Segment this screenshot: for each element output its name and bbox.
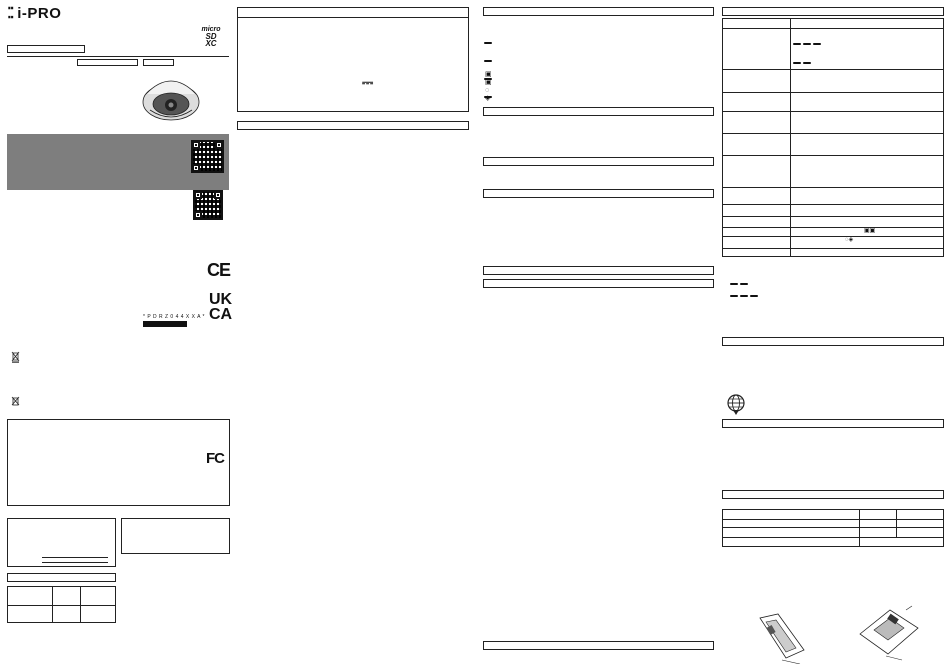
col1-table-row-rule <box>7 605 116 606</box>
spec-row-rule <box>722 216 944 217</box>
symbol-icon-w: ▣ <box>485 71 492 78</box>
spec-row-rule <box>722 111 944 112</box>
small-table-divider-1 <box>859 509 860 547</box>
col4-pill-row-2 <box>793 51 813 69</box>
symbol-icon-shield: ◈ <box>485 95 491 102</box>
ukca-line1: UK <box>209 291 233 308</box>
logo-dots: ⁚⁚ <box>7 5 13 22</box>
small-table-divider-2 <box>896 509 897 537</box>
col2-section-header <box>237 121 469 130</box>
fcc-notice-box <box>7 419 230 506</box>
spec-row-rule <box>722 92 944 93</box>
info-box-right <box>121 518 230 554</box>
weee-bin-icon <box>11 351 20 363</box>
col3-header-4 <box>483 189 714 198</box>
qr-code-2 <box>193 190 223 220</box>
symbol-icon-ring: ◌ <box>485 87 490 94</box>
dome-camera-illustration <box>138 72 204 124</box>
logo-text: i-PRO <box>17 5 62 22</box>
col3-header-5 <box>483 266 714 275</box>
ukca-line2: CA <box>209 306 233 323</box>
microsd-line2: SD <box>205 32 217 41</box>
col2-top-box <box>237 7 469 112</box>
spec-row-rule <box>722 69 944 70</box>
col3-header-6 <box>483 279 714 288</box>
spec-row-rule <box>722 236 944 237</box>
col4-header-3 <box>722 419 944 428</box>
symbol-icons-inline-2: ▣▣ <box>864 228 876 234</box>
model-pill <box>484 60 492 62</box>
col4-pill-bottom-2 <box>730 284 760 302</box>
spec-row-rule <box>722 133 944 134</box>
model-pill <box>740 295 748 297</box>
small-table-rule <box>722 537 944 538</box>
spec-row-rule <box>722 227 944 228</box>
spec-row-rule <box>722 155 944 156</box>
qr-code-1 <box>191 140 224 173</box>
model-pill <box>803 62 811 64</box>
spec-row-rule <box>722 187 944 188</box>
col4-pill-row-1 <box>793 32 823 50</box>
spec-row-rule <box>722 204 944 205</box>
info-line-2 <box>42 562 108 563</box>
model-pill <box>793 43 801 45</box>
model-pill <box>750 295 758 297</box>
model-box-1 <box>77 59 138 66</box>
symbol-icon-square: ▣ <box>485 79 492 86</box>
sd-card-insert-illustration-1 <box>752 610 812 664</box>
ce-mark: CE <box>207 260 231 280</box>
dc-symbol: ⎓ <box>362 74 374 90</box>
symbol-icons-inline: ◌◈ <box>845 237 854 243</box>
microsd-line1: micro <box>201 26 221 33</box>
info-line-1 <box>42 557 108 558</box>
small-table-rule <box>722 527 944 528</box>
spec-row-rule <box>722 248 944 249</box>
model-pill <box>730 295 738 297</box>
col2-top-box-rule <box>237 17 469 18</box>
microsd-line3: XC <box>205 39 217 48</box>
model-pill <box>813 43 821 45</box>
small-table-rule <box>722 519 944 520</box>
globe-pin-icon <box>726 394 746 416</box>
model-pill <box>484 42 492 44</box>
ukca-mark <box>209 292 232 322</box>
spec-row-rule <box>722 28 944 29</box>
col3-header-3 <box>483 157 714 166</box>
sd-card-insert-illustration-2 <box>856 604 922 662</box>
col4-spec-table-divider <box>790 18 791 257</box>
col4-small-table <box>722 509 944 547</box>
col4-header-4 <box>722 490 944 499</box>
model-box-2 <box>143 59 174 66</box>
col1-table-header <box>7 573 116 582</box>
title-box <box>7 45 85 53</box>
serial-barcode-label: * P D R Z 0 4 4 X X A * <box>143 314 205 320</box>
title-rule <box>7 56 229 57</box>
col3-header-7 <box>483 641 714 650</box>
model-pill <box>803 43 811 45</box>
col4-spec-table <box>722 18 944 257</box>
weee-bin-icon-2 <box>11 396 20 406</box>
serial-barcode <box>143 321 187 327</box>
brand-logo <box>7 4 61 22</box>
info-box-left <box>7 518 116 567</box>
microsd-xc-logo <box>198 26 224 47</box>
col4-header-2 <box>722 337 944 346</box>
col3-header-2 <box>483 107 714 116</box>
fcc-logo: FC <box>206 450 224 467</box>
model-pill <box>793 62 801 64</box>
col4-header-1 <box>722 7 944 16</box>
col3-header-1 <box>483 7 714 16</box>
